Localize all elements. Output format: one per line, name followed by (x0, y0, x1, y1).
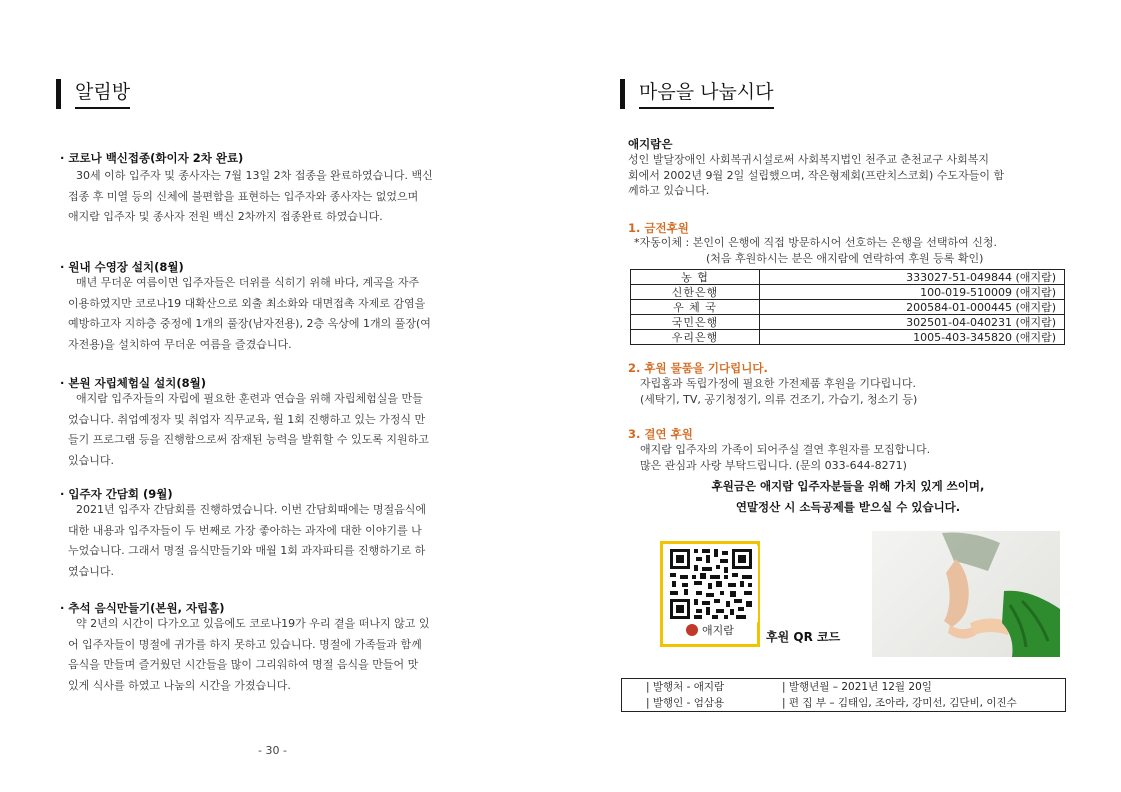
account-number: 200584-01-000445 (애지람) (760, 300, 1065, 315)
section-body-chuseok (68, 614, 492, 696)
text-line: 30세 이하 입주자 및 종사자는 7월 13일 2차 접종을 완료하였습니다. 백신 (76, 169, 433, 182)
text-line: 께하고 있습니다. (628, 184, 710, 197)
qr-code-icon (664, 546, 758, 622)
section-body-vaccine (68, 166, 492, 228)
sponsorship-body (640, 442, 1070, 473)
text-line: 자전용)을 설치하여 무더운 여름을 즐겼습니다. (68, 337, 292, 351)
table-row (631, 330, 1065, 345)
account-number: 1005-403-345820 (애지람) (760, 330, 1065, 345)
intro-title: 애지람은 (628, 137, 673, 151)
right-heading (620, 78, 774, 110)
text-line: 있습니다. (68, 453, 115, 467)
section-body-pool (68, 273, 492, 355)
text-line: 접종 후 미열 등의 신체에 불편함을 표현하는 입주자와 종사자는 없었으며 (68, 189, 419, 203)
right-heading-text: 마음을 나눕시다 (639, 79, 774, 109)
bank-name: 농 협 (631, 270, 760, 285)
text-line: 들기 프로그램 등을 진행함으로써 잠재된 능력을 발휘할 수 있도록 지원하고 (68, 433, 429, 446)
section-title-money: 1. 금전후원 (628, 221, 689, 235)
text-line: 매년 무더운 여름이면 입주자들은 더위를 식히기 위해 바다, 계곡을 자주 (76, 276, 420, 289)
section-body-meeting (68, 500, 492, 582)
left-heading (56, 78, 130, 110)
account-number: 302501-04-040231 (애지람) (760, 315, 1065, 330)
section-title-sponsorship: 3. 결연 후원 (628, 427, 693, 441)
editors: | 편 집 부 – 김태임, 조아라, 강미선, 김단비, 이진수 (782, 697, 1017, 709)
text-line: *자동이체 : 본인이 은행에 직접 방문하시어 선호하는 은행을 선택하여 신청. (634, 236, 997, 249)
left-heading-text: 알림방 (75, 79, 130, 109)
bank-name: 신한은행 (631, 285, 760, 300)
bank-name: 우리은행 (631, 330, 760, 345)
text-line: 음식을 만들며 즐거웠던 시간들을 많이 그리워하여 명절 음식을 만들어 맛 (68, 658, 419, 671)
table-row (631, 300, 1065, 315)
text-line: 이용하였지만 코로나19 대확산으로 외출 최소화와 대면접촉 자제로 감염을 (68, 296, 426, 310)
publication-info (621, 678, 1066, 712)
holding-hands-illustration (872, 531, 1060, 657)
text-line: 2021년 입주자 간담회를 진행하였습니다. 이번 간담회때에는 명절음식에 (76, 503, 426, 516)
text-line: (처음 후원하시는 분은 애지람에 연락하여 후원 등록 확인) (706, 251, 984, 265)
section-title-pool: · 원내 수영장 설치(8월) (60, 260, 184, 274)
text-line: 많은 관심과 사랑 부탁드립니다. (문의 033-644-8271) (640, 458, 907, 472)
text-line: 어 입주자들이 명절에 귀가를 하지 못하고 있습니다. 명절에 가족들과 함께 (68, 637, 422, 651)
publication-date: | 발행년월 – 2021년 12월 20일 (782, 681, 932, 693)
text-line: 회에서 2002년 9월 2일 설립했으며, 작은형제회(프란치스코회) 수도자들이 함 (628, 168, 1005, 182)
bank-account-table (630, 269, 1065, 345)
table-row (631, 270, 1065, 285)
text-line: 약 2년의 시간이 다가오고 있음에도 코로나19가 우리 곁을 떠나지 않고 있 (76, 617, 430, 630)
account-number: 333027-51-049844 (애지람) (760, 270, 1065, 285)
bank-name: 우 체 국 (631, 300, 760, 315)
text-line: 자립홈과 독립가정에 필요한 가전제품 후원을 기다립니다. (640, 377, 917, 390)
text-line: 었습니다. 취업예정자 및 취업자 직무교육, 월 1회 진행하고 있는 가정식 만 (68, 412, 426, 426)
account-number: 100-019-510009 (애지람) (760, 285, 1065, 300)
money-note (634, 235, 1074, 266)
heading-bar (56, 79, 61, 109)
text-line: 예방하고자 지하층 중정에 1개의 풀장(남자전용), 2층 옥상에 1개의 풀장(여 (68, 317, 431, 330)
qr-logo-text: 애지람 (702, 624, 734, 637)
text-line: 였습니다. (68, 564, 115, 578)
table-row (631, 285, 1065, 300)
text-line: 후원금은 애지람 입주자분들을 위해 가치 있게 쓰이며, (711, 479, 985, 493)
section-title-vaccine: · 코로나 백신접종(화이자 2차 완료) (60, 151, 244, 165)
text-line: 연말정산 시 소득공제를 받으실 수 있습니다. (735, 500, 961, 514)
issuer: | 발행인 - 엄삼용 (646, 697, 725, 709)
heading-bar (620, 79, 625, 109)
page-number: - 30 - (258, 744, 287, 757)
text-line: 성인 발달장애인 사회복귀시설로써 사회복지법인 천주교 춘천교구 사회복지 (628, 153, 990, 166)
footer-row (622, 695, 1065, 711)
section-title-goods: 2. 후원 물품을 기다립니다. (628, 361, 768, 375)
text-line: (세탁기, TV, 공기청정기, 의류 건조기, 가습기, 청소기 등) (640, 392, 918, 406)
qr-logo (663, 622, 757, 638)
cross-logo-icon (686, 624, 698, 636)
publisher: | 발행처 - 애지람 (646, 681, 725, 693)
text-line: 있게 식사를 하였고 나눔의 시간을 가졌습니다. (68, 678, 291, 692)
section-title-meeting: · 입주자 간담회 (9월) (60, 487, 173, 501)
section-title-independence-room: · 본원 자립체험실 설치(8월) (60, 376, 206, 390)
text-line: 누었습니다. 그래서 명절 음식만들기와 매월 1회 과자파티를 진행하기로 하 (68, 544, 426, 557)
section-title-chuseok: · 추석 음식만들기(본원, 자립홈) (60, 601, 225, 615)
footer-row (622, 679, 1065, 695)
table-row (631, 315, 1065, 330)
bank-name: 국민은행 (631, 315, 760, 330)
text-line: 애지람 입주자들의 자립에 필요한 훈련과 연습을 위해 자립체험실을 만들 (76, 392, 423, 405)
qr-label: 후원 QR 코드 (766, 630, 841, 644)
holding-hands-image (872, 531, 1060, 657)
intro-body (628, 152, 1068, 199)
text-line: 대한 내용과 입주자들이 두 번째로 가장 좋아하는 과자에 대한 이야기를 나 (68, 523, 422, 537)
section-body-independence-room (68, 389, 492, 471)
goods-body (640, 376, 1070, 407)
text-line: 애지람 입주자 및 종사자 전원 백신 2차까지 접종완료 하였습니다. (68, 210, 383, 223)
closing-message (628, 476, 1068, 518)
qr-code[interactable] (660, 541, 760, 647)
text-line: 애지람 입주자의 가족이 되어주실 결연 후원자를 모집합니다. (640, 443, 931, 456)
